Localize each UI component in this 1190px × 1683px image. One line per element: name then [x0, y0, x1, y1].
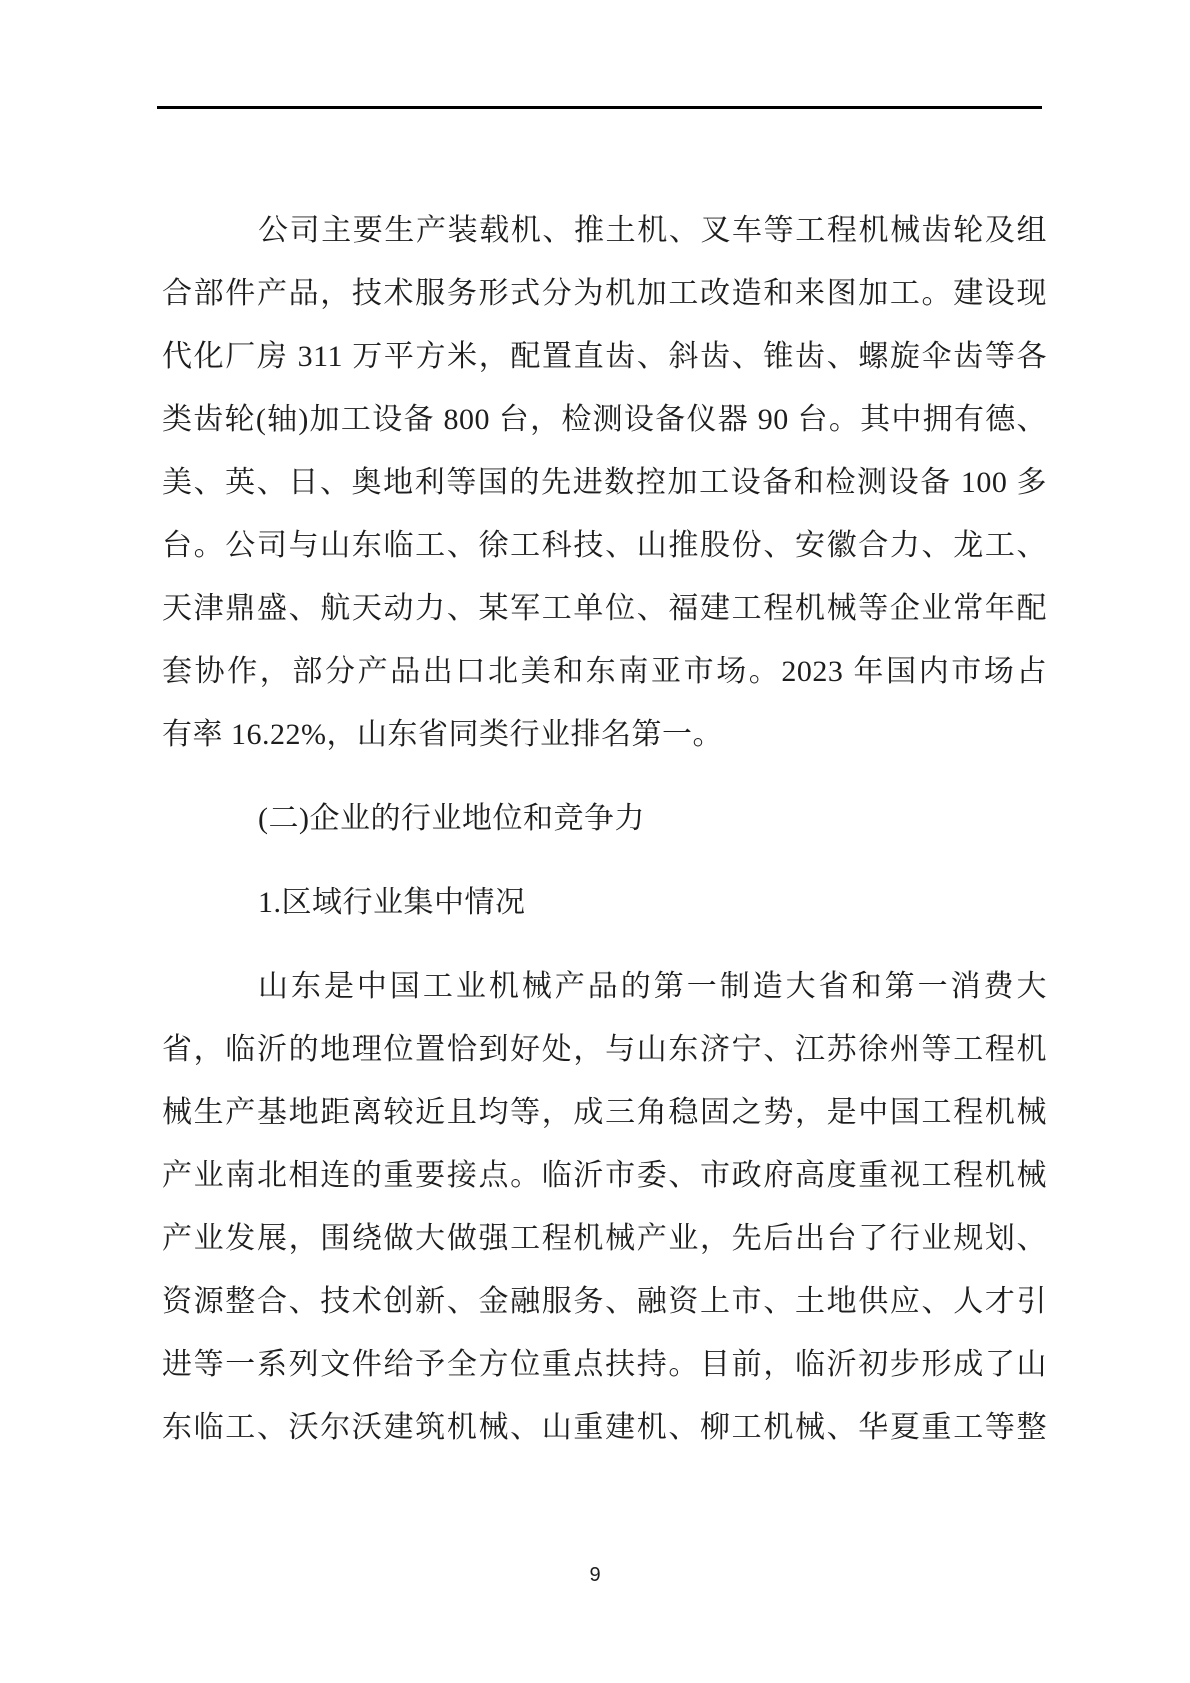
paragraph-shandong-industry — [162, 955, 1047, 1459]
header-rule — [157, 106, 1042, 109]
text-line: 美、英、日、奥地利等国的先进数控加工设备和检测设备 100 多 — [162, 466, 1047, 499]
text-line: 械生产基地距离较近且均等，成三角稳固之势，是中国工程机械 — [162, 1096, 1047, 1129]
text-line: 产业南北相连的重要接点。临沂市委、市政府高度重视工程机械 — [162, 1159, 1047, 1192]
text-line: 公司主要生产装载机、推土机、叉车等工程机械齿轮及组 — [258, 214, 1047, 247]
subsection-heading-text: 1.区域行业集中情况 — [258, 886, 526, 919]
page-number: 9 — [589, 1564, 601, 1586]
text-line: 资源整合、技术创新、金融服务、融资上市、土地供应、人才引 — [162, 1285, 1047, 1318]
text-line: 代化厂房 311 万平方米，配置直齿、斜齿、锥齿、螺旋伞齿等各 — [162, 340, 1047, 373]
text-line: 套协作，部分产品出口北美和东南亚市场。2023 年国内市场占 — [162, 655, 1047, 688]
page-footer — [0, 1560, 1190, 1590]
section-heading-text: (二)企业的行业地位和竞争力 — [258, 802, 645, 835]
text-line: 天津鼎盛、航天动力、某军工单位、福建工程机械等企业常年配 — [162, 592, 1047, 625]
subsection-heading-regional-concentration — [162, 871, 1047, 934]
text-line: 类齿轮(轴)加工设备 800 台，检测设备仪器 90 台。其中拥有德、 — [162, 403, 1047, 436]
text-line: 进等一系列文件给予全方位重点扶持。目前，临沂初步形成了山 — [162, 1348, 1047, 1381]
text-line: 台。公司与山东临工、徐工科技、山推股份、安徽合力、龙工、 — [162, 529, 1047, 562]
section-heading-industry-position — [162, 787, 1047, 850]
text-line: 省，临沂的地理位置恰到好处，与山东济宁、江苏徐州等工程机 — [162, 1033, 1047, 1066]
text-line: 山东是中国工业机械产品的第一制造大省和第一消费大 — [258, 970, 1047, 1003]
text-line: 合部件产品，技术服务形式分为机加工改造和来图加工。建设现 — [162, 277, 1047, 310]
paragraph-company-overview — [162, 199, 1047, 766]
text-line: 东临工、沃尔沃建筑机械、山重建机、柳工机械、华夏重工等整 — [162, 1411, 1047, 1444]
text-line: 产业发展，围绕做大做强工程机械产业，先后出台了行业规划、 — [162, 1222, 1047, 1255]
page-content — [162, 199, 1047, 1480]
text-line: 有率 16.22%，山东省同类行业排名第一。 — [162, 718, 723, 751]
